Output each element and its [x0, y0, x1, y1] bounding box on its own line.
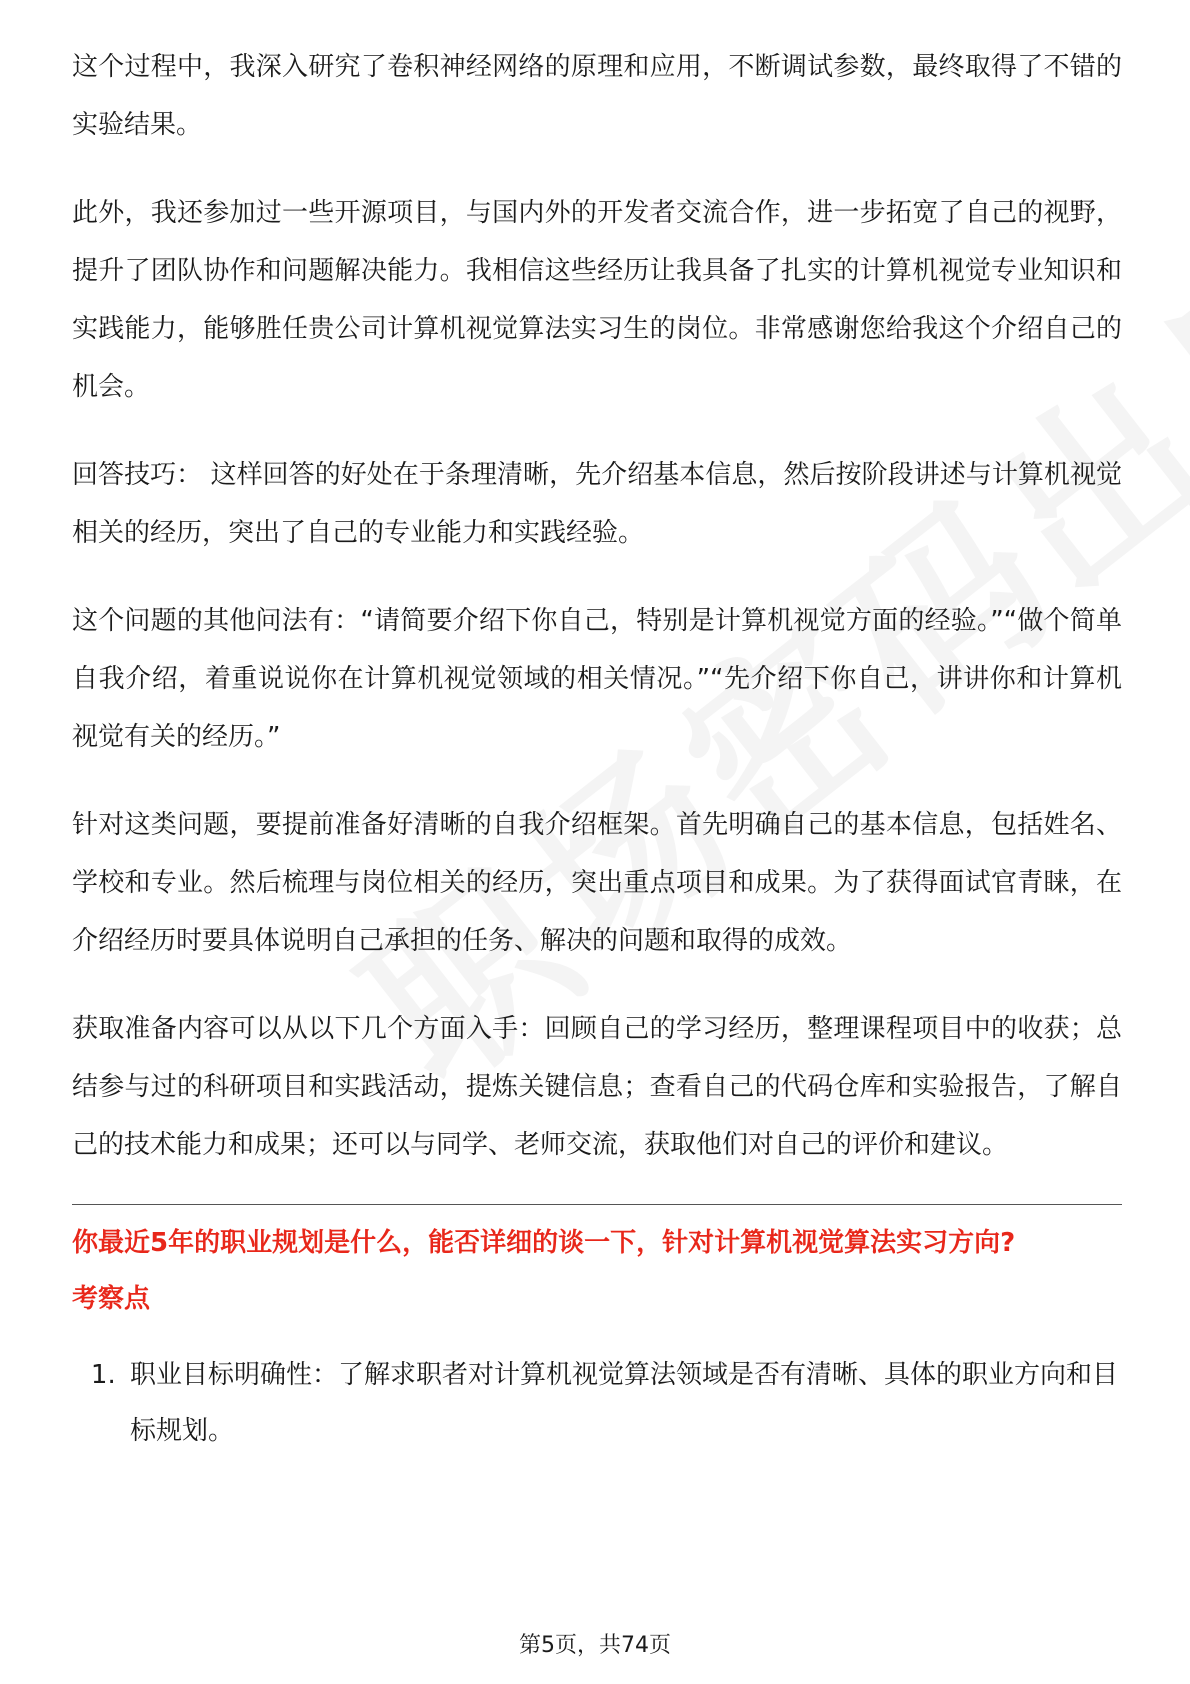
paragraph-answer-tips: 回答技巧： 这样回答的好处在于条理清晰，先介绍基本信息，然后按阶段讲述与计算机视觉相关的经历，突出了自己的专业能力和实践经验。 — [72, 460, 1122, 548]
question-heading: 你最近5年的职业规划是什么，能否详细的谈一下，针对计算机视觉算法实习方向? — [72, 1228, 1016, 1258]
paragraph-experience-result: 这个过程中，我深入研究了卷积神经网络的原理和应用，不断调试参数，最终取得了不错的实验结果。 — [72, 52, 1122, 140]
paragraph-preparation-sources: 获取准备内容可以从以下几个方面入手：回顾自己的学习经历，整理课程项目中的收获；总结参与过的科研项目和实践活动，提炼关键信息；查看自己的代码仓库和实验报告，了解自己的技术能力和成果；还可以与同学、老师交流，获取他们对自己的评价和建议。 — [72, 1014, 1122, 1160]
paragraph-alternative-questions: 这个问题的其他问法有：“请简要介绍下你自己，特别是计算机视觉方面的经验。”“做个简单自我介绍，着重说说你在计算机视觉领域的相关情况。”“先介绍下你自己，讲讲你和计算机视觉有关的经历。” — [72, 606, 1122, 752]
page-content — [72, 38, 1122, 1459]
section-heading-kaochadian: 考察点 — [72, 1284, 151, 1314]
section-divider — [72, 1204, 1122, 1205]
page-number-footer: 第5页，共74页 — [519, 1633, 671, 1658]
list-item: 1. 职业目标明确性：了解求职者对计算机视觉算法领域是否有清晰、具体的职业方向和目标规划。 — [124, 1347, 1122, 1459]
paragraph-open-source: 此外，我还参加过一些开源项目，与国内外的开发者交流合作，进一步拓宽了自己的视野，提升了团队协作和问题解决能力。我相信这些经历让我具备了扎实的计算机视觉专业知识和实践能力，能够胜任贵公司计算机视觉算法实习生的岗位。非常感谢您给我这个介绍自己的机会。 — [72, 198, 1122, 402]
paragraph-preparation-framework: 针对这类问题，要提前准备好清晰的自我介绍框架。首先明确自己的基本信息，包括姓名、学校和专业。然后梳理与岗位相关的经历，突出重点项目和成果。为了获得面试官青睐，在介绍经历时要具体说明自己承担的任务、解决的问题和取得的成效。 — [72, 810, 1122, 956]
assessment-points-list — [72, 1347, 1122, 1459]
